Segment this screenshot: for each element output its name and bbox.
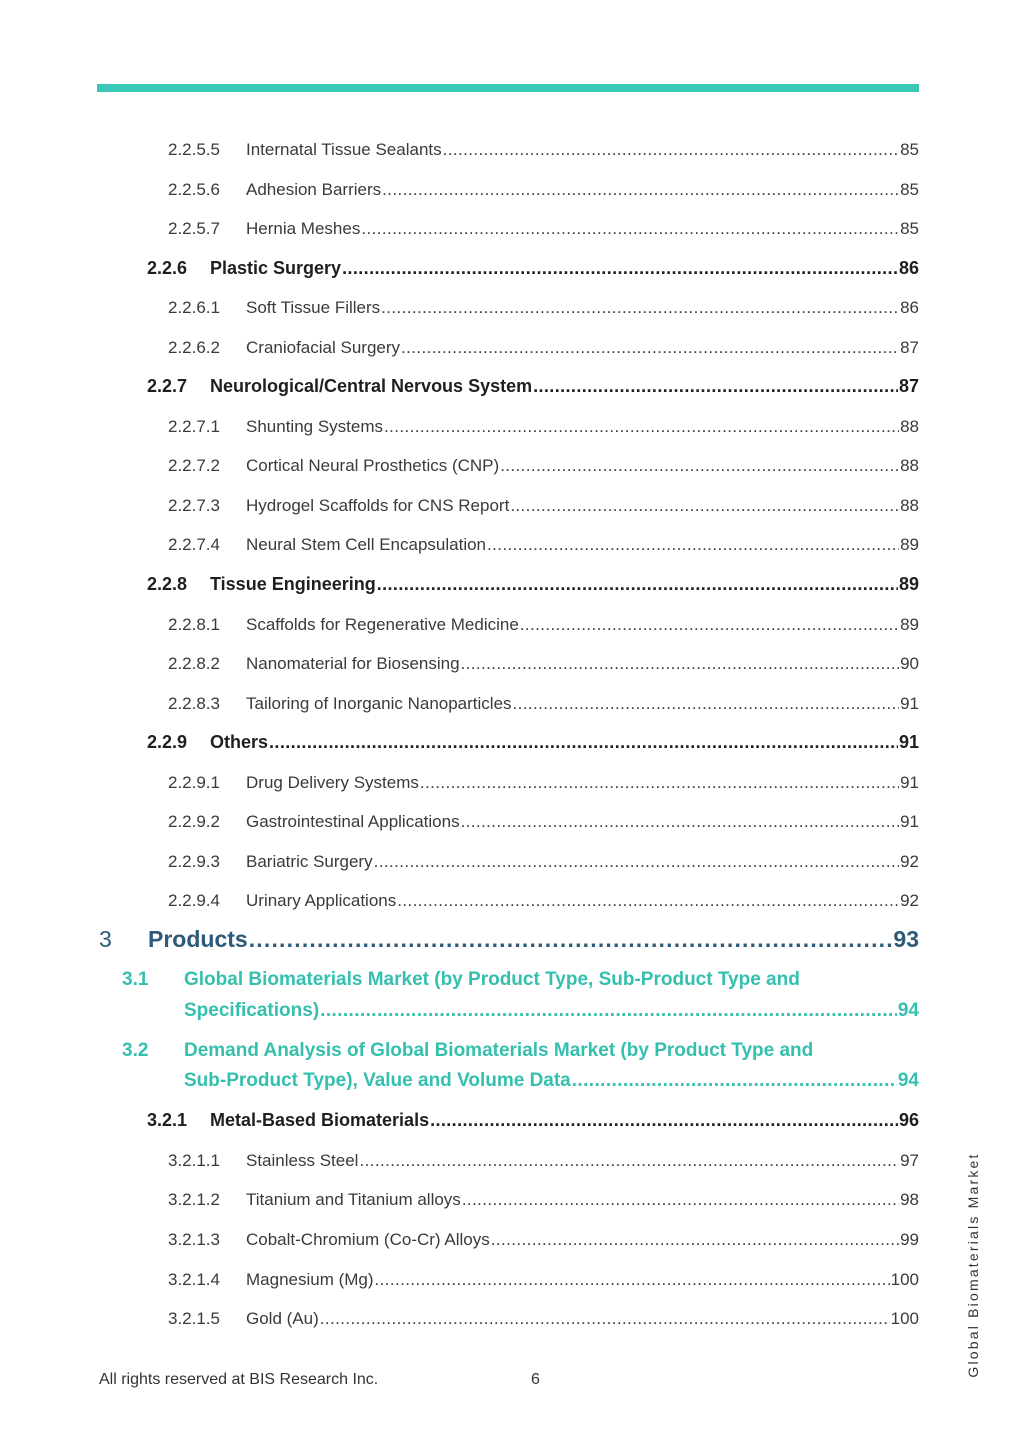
toc-entry[interactable]: [168, 180, 919, 200]
toc-entry[interactable]: [168, 1230, 919, 1250]
toc-number: 3: [99, 926, 112, 952]
dot-leader: [491, 1230, 899, 1250]
toc-number: 3.2.1.1: [168, 1151, 220, 1170]
dot-leader: [462, 1190, 899, 1210]
toc-page-number: 100: [890, 1270, 919, 1289]
toc-title: Craniofacial Surgery: [246, 338, 401, 357]
toc-number: 2.2.8.2: [168, 654, 220, 673]
toc-page-number: 87: [898, 376, 919, 396]
toc-entry[interactable]: [168, 535, 919, 555]
dot-leader: [320, 1309, 890, 1329]
toc-number: 3.2.1.3: [168, 1230, 220, 1249]
toc-title: Shunting Systems: [246, 417, 384, 436]
toc-title: Bariatric Surgery: [246, 852, 373, 871]
toc-number: 2.2.7.4: [168, 535, 220, 554]
toc-entry[interactable]: [168, 1309, 919, 1329]
toc-page-number: 99: [900, 1230, 919, 1249]
toc-page-number: 91: [898, 732, 919, 752]
toc-title: Neural Stem Cell Encapsulation: [246, 535, 487, 554]
toc-number: 2.2.6.2: [168, 338, 220, 357]
toc-title-continued: Specifications): [184, 1000, 320, 1021]
toc-page-number: 91: [900, 773, 919, 792]
toc-title: Neurological/Central Nervous System: [210, 376, 533, 396]
toc-entry[interactable]: [147, 574, 919, 595]
toc-title: Adhesion Barriers: [246, 180, 382, 199]
footer-page-number: 6: [531, 1371, 540, 1388]
dot-leader: [381, 298, 899, 318]
dot-leader: [249, 926, 893, 953]
toc-entry[interactable]: [168, 140, 919, 160]
toc-title: Hydrogel Scaffolds for CNS Report: [246, 496, 510, 515]
toc-number: 3.1: [122, 969, 149, 990]
toc-page-number: 86: [898, 258, 919, 278]
toc-title: Stainless Steel: [246, 1151, 359, 1170]
toc-page-number: 87: [900, 338, 919, 357]
toc-title: Hernia Meshes: [246, 219, 361, 238]
toc-title: Internatal Tissue Sealants: [246, 140, 442, 159]
dot-leader: [420, 773, 899, 793]
dot-leader: [520, 615, 899, 635]
dot-leader: [397, 891, 899, 911]
toc-entry[interactable]: [168, 773, 919, 793]
footer-copyright: All rights reserved at BIS Research Inc.: [99, 1371, 379, 1388]
dot-leader: [375, 1270, 890, 1290]
toc-page-number: 88: [900, 417, 919, 436]
toc-title: Urinary Applications: [246, 891, 397, 910]
dot-leader: [374, 852, 899, 872]
toc-number: 2.2.6: [147, 258, 188, 278]
toc-number: 2.2.5.6: [168, 180, 220, 199]
toc-page-number: 88: [900, 456, 919, 475]
toc-entry[interactable]: [184, 1070, 919, 1092]
dot-leader: [533, 376, 898, 397]
toc-entry[interactable]: [168, 852, 919, 872]
toc-title: Plastic Surgery: [210, 258, 342, 278]
toc-entry[interactable]: [147, 732, 919, 753]
toc-number: 2.2.5.5: [168, 140, 220, 159]
toc-number: 3.2.1.2: [168, 1190, 220, 1209]
toc-title: Cortical Neural Prosthetics (CNP): [246, 456, 500, 475]
toc-page-number: 85: [900, 140, 919, 159]
toc-number: 2.2.9.3: [168, 852, 220, 871]
toc-number: 2.2.6.1: [168, 298, 220, 317]
dot-leader: [461, 812, 900, 832]
dot-leader: [430, 1110, 898, 1131]
dot-leader: [377, 574, 898, 595]
toc-page-number: 90: [900, 654, 919, 673]
toc-page-number: 93: [893, 926, 919, 952]
dot-leader: [384, 417, 899, 437]
toc-page-number: 85: [900, 180, 919, 199]
toc-title: Gastrointestinal Applications: [246, 812, 460, 831]
toc-entry[interactable]: [168, 219, 919, 239]
dot-leader: [269, 732, 898, 753]
toc-number: 2.2.9.2: [168, 812, 220, 831]
toc-number: 2.2.5.7: [168, 219, 220, 238]
dot-leader: [500, 456, 899, 476]
toc-page-number: 89: [898, 574, 919, 594]
toc-number: 2.2.7: [147, 376, 188, 396]
toc-number: 2.2.9: [147, 732, 188, 752]
toc-entry[interactable]: [168, 615, 919, 635]
toc-entry[interactable]: [147, 258, 919, 279]
toc-page-number: 89: [900, 615, 919, 634]
dot-leader: [443, 140, 899, 160]
dot-leader: [487, 535, 899, 555]
toc-page-number: 85: [900, 219, 919, 238]
dot-leader: [382, 180, 899, 200]
dot-leader: [320, 1000, 897, 1022]
toc-title: Products: [148, 926, 248, 952]
toc-number: 2.2.8.1: [168, 615, 220, 634]
toc-page-number: 94: [897, 1000, 919, 1021]
header-accent-rule: [97, 84, 919, 92]
dot-leader: [510, 496, 899, 516]
toc-page-number: 89: [900, 535, 919, 554]
toc-entry[interactable]: [168, 417, 919, 437]
toc-title: Tailoring of Inorganic Nanoparticles: [246, 694, 512, 713]
toc-page-number: 97: [900, 1151, 919, 1170]
toc-number: 3.2.1.4: [168, 1270, 220, 1289]
toc-title: Gold (Au): [246, 1309, 319, 1328]
toc-entry[interactable]: [168, 1270, 919, 1290]
toc-number: 2.2.7.1: [168, 417, 220, 436]
toc-entry[interactable]: [168, 812, 919, 832]
dot-leader: [572, 1070, 897, 1092]
toc-page-number: 91: [900, 812, 919, 831]
toc-title: Global Biomaterials Market (by Product Type, Sub-Product Type and: [184, 969, 800, 990]
toc-entry[interactable]: [168, 298, 919, 318]
toc-number: 3.2.1.5: [168, 1309, 220, 1328]
toc-page-number: 96: [898, 1110, 919, 1130]
toc-section-title-line1[interactable]: [122, 969, 800, 991]
toc-title-continued: Sub-Product Type), Value and Volume Data: [184, 1070, 571, 1091]
toc-title: Scaffolds for Regenerative Medicine: [246, 615, 519, 634]
toc-title: Tissue Engineering: [210, 574, 376, 594]
toc-title: Titanium and Titanium alloys: [246, 1190, 461, 1209]
toc-number: 2.2.8.3: [168, 694, 220, 713]
dot-leader: [359, 1151, 899, 1171]
toc-entry[interactable]: [168, 496, 919, 516]
toc-number: 2.2.7.3: [168, 496, 220, 515]
toc-number: 2.2.8: [147, 574, 188, 594]
toc-entry[interactable]: [168, 338, 919, 358]
toc-title: Drug Delivery Systems: [246, 773, 419, 792]
toc-chapter-entry[interactable]: [99, 926, 919, 953]
side-report-title: Global Biomaterials Market: [965, 1152, 981, 1378]
toc-title: Nanomaterial for Biosensing: [246, 654, 460, 673]
toc-page-number: 92: [900, 891, 919, 910]
toc-title: Magnesium (Mg): [246, 1270, 374, 1289]
toc-entry[interactable]: [168, 1151, 919, 1171]
toc-page-number: 100: [890, 1309, 919, 1328]
toc-page-number: 94: [897, 1070, 919, 1091]
dot-leader: [401, 338, 899, 358]
toc-entry[interactable]: [168, 891, 919, 911]
toc-page-number: 88: [900, 496, 919, 515]
toc-title: Metal-Based Biomaterials: [210, 1110, 430, 1130]
toc-number: 3.2: [122, 1040, 149, 1061]
dot-leader: [342, 258, 898, 279]
dot-leader: [513, 694, 900, 714]
dot-leader: [361, 219, 899, 239]
toc-entry[interactable]: [168, 456, 919, 476]
toc-entry[interactable]: [147, 1110, 919, 1131]
toc-section-title-line1[interactable]: [122, 1040, 813, 1062]
toc-number: 2.2.7.2: [168, 456, 220, 475]
toc-page-number: 92: [900, 852, 919, 871]
toc-number: 2.2.9.1: [168, 773, 220, 792]
toc-entry[interactable]: [168, 1190, 919, 1210]
toc-page-number: 91: [900, 694, 919, 713]
toc-number: 3.2.1: [147, 1110, 188, 1130]
toc-title: Others: [210, 732, 269, 752]
toc-entry[interactable]: [168, 654, 919, 674]
toc-page-number: 98: [900, 1190, 919, 1209]
toc-entry[interactable]: [184, 1000, 919, 1022]
toc-page-number: 86: [900, 298, 919, 317]
dot-leader: [461, 654, 900, 674]
toc-title: Cobalt-Chromium (Co-Cr) Alloys: [246, 1230, 490, 1249]
toc-number: 2.2.9.4: [168, 891, 220, 910]
toc-title: Soft Tissue Fillers: [246, 298, 381, 317]
toc-entry[interactable]: [168, 694, 919, 714]
toc-entry[interactable]: [147, 376, 919, 397]
toc-title: Demand Analysis of Global Biomaterials Market (by Product Type and: [184, 1040, 814, 1061]
